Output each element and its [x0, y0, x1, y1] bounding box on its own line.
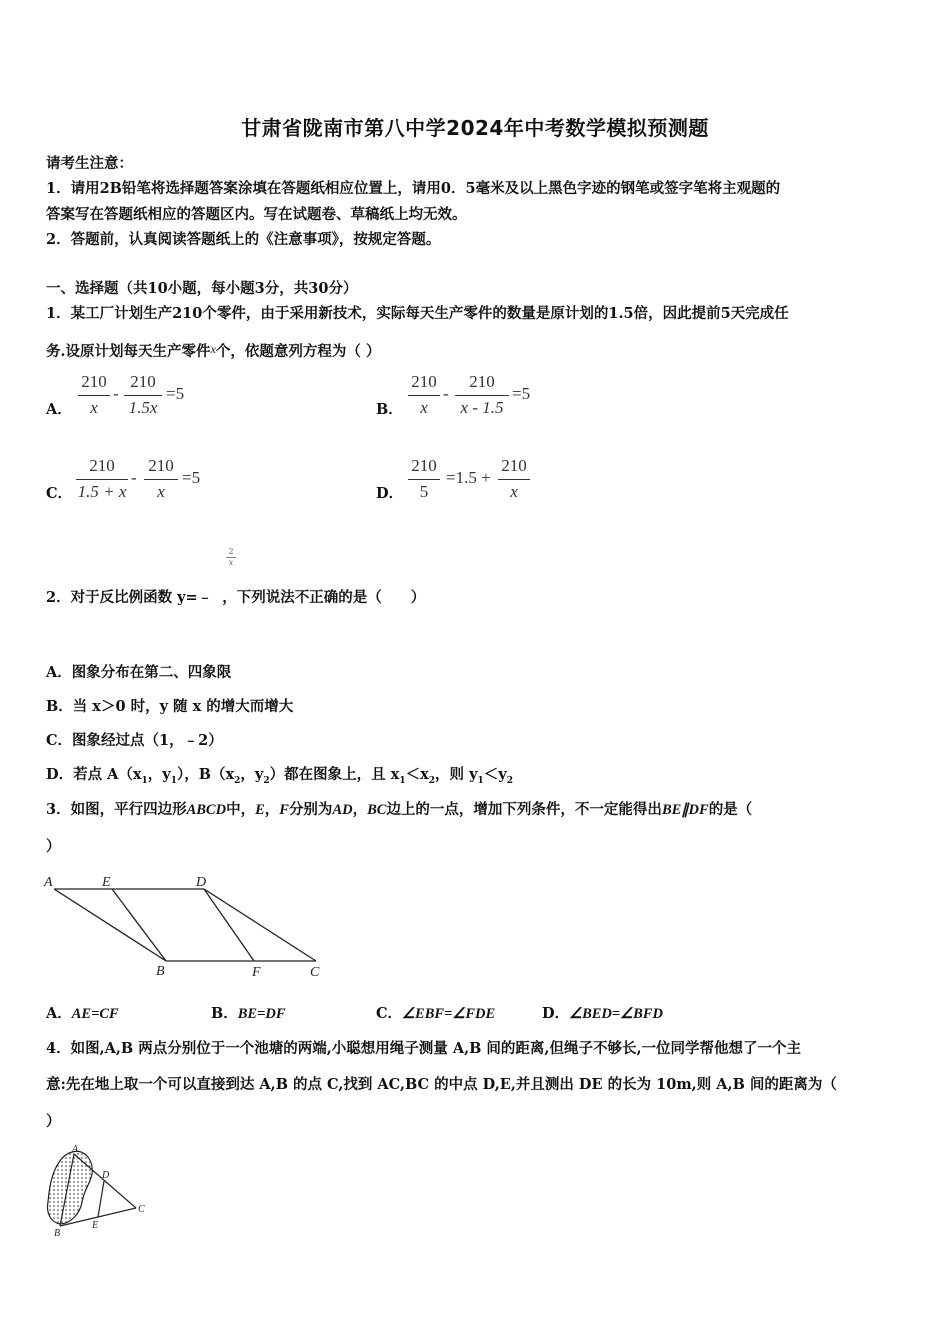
q2-option-b: B．当 x＞0 时，y 随 x 的增大而增大	[46, 698, 294, 715]
q1-c-op: -	[131, 468, 137, 487]
q1-c-frac2: 210 x	[144, 456, 178, 504]
notice-line-1: 1．请用2B铅笔将选择题答案涂填在答题纸相应位置上，请用0．5毫米及以上黑色字迹的钢笔或签字笔将主观题的	[46, 180, 781, 197]
q3-option-b: B．BE=DF	[211, 1005, 286, 1022]
segment-df	[204, 889, 254, 961]
label-c: C	[310, 965, 320, 980]
q1-d-frac2: 210 x	[498, 456, 530, 504]
notice-heading: 请考生注意：	[46, 155, 133, 172]
label-e: E	[92, 1220, 99, 1231]
q3-parallelogram-figure	[40, 868, 340, 983]
q1-b-frac1: 210 x	[408, 372, 440, 420]
segment-dc	[204, 889, 316, 961]
q1-option-a-label: A．	[46, 401, 72, 418]
label-c: C	[138, 1204, 145, 1215]
q1-variable: x	[210, 342, 216, 356]
q1-d-mid: =1.5 +	[446, 468, 491, 487]
label-d: D	[102, 1170, 110, 1181]
q1-stem-line2: 务.设原计划每天生产零件$^x$个，依题意列方程为（ ）	[46, 342, 381, 360]
q1-b-frac2: 210 x - 1.5	[455, 372, 509, 420]
segment-be	[112, 889, 166, 961]
q2-option-c: C．图象经过点（1，﹣2）	[46, 732, 223, 749]
label-b: B	[54, 1228, 61, 1239]
q1-option-c-label: C．	[46, 485, 73, 502]
q1-a-frac1: 210 x	[78, 372, 110, 420]
q1-a-op: -	[113, 384, 119, 403]
label-f: F	[252, 965, 261, 980]
q4-stem-line1: 4．如图,A,B 两点分别位于一个池塘的两端,小聪想用绳子测量 A,B 间的距离,但绳子不够长,一位同学帮他想了一个主	[46, 1040, 802, 1057]
notice-line-2: 2．答题前，认真阅读答题纸上的《注意事项》，按规定答题。	[46, 231, 441, 248]
q4-stem-line2: 意:先在地上取一个可以直接到达 A,B 的点 C,找到 AC,BC 的中点 D,E,并且测出 DE 的长为 10m,则 A,B 间的距离为（	[46, 1076, 837, 1093]
notice-line-1b: 答案写在答题纸相应的答题区内。写在试题卷、草稿纸上均无效。	[46, 206, 467, 223]
q3-stem-line1: 3．如图，平行四边形ABCD中，E，F分别为AD，BC边上的一点，增加下列条件，不一定能得出BE∥DF的是（	[46, 801, 753, 818]
q1-option-d-label: D．	[376, 485, 404, 502]
section-heading: 一、选择题（共10小题，每小题3分，共30分）	[46, 280, 358, 297]
q2-stem: 2．对于反比例函数 y=﹣ ，下列说法不正确的是（ ）	[46, 589, 426, 606]
q2-small-fraction: 2 x	[226, 547, 236, 568]
segment-ab	[54, 889, 166, 961]
q3-option-a: A．AE=CF	[46, 1005, 119, 1022]
q3-option-d: D．∠BED=∠BFD	[542, 1005, 663, 1022]
q1-stem-line1: 1．某工厂计划生产210个零件，由于采用新技术，实际每天生产零件的数量是原计划的1.5倍，因此提前5天完成任	[46, 305, 789, 322]
q2-option-a: A．图象分布在第二、四象限	[46, 664, 232, 681]
label-d: D	[196, 875, 207, 890]
q1-d-frac1: 210 5	[408, 456, 440, 504]
q3-stem-line2: ）	[46, 838, 61, 855]
q1-a-rhs: =5	[166, 384, 185, 403]
q4-stem-line3: ）	[46, 1113, 61, 1130]
label-e: E	[102, 875, 111, 890]
label-b: B	[156, 964, 165, 979]
page-title: 甘肃省陇南市第八中学2024年中考数学模拟预测题	[241, 116, 709, 140]
pond-shape	[48, 1151, 93, 1224]
q3-option-c: C．∠EBF=∠FDE	[376, 1005, 496, 1022]
q1-option-b-label: B．	[376, 401, 403, 418]
segment-de	[98, 1181, 104, 1217]
q1-b-op: -	[443, 384, 449, 403]
label-a: A	[72, 1144, 79, 1155]
q1-a-frac2: 210 1.5x	[124, 372, 162, 420]
q1-b-rhs: =5	[512, 384, 531, 403]
label-a: A	[44, 875, 53, 890]
q4-pond-figure	[40, 1140, 160, 1240]
q2-option-d: D．若点 $A(x_1$，$y_1$），$B(x_2$，$y_2$）都在图象上，且 $x_1<x_2$，则 $y_1<y_2$	[46, 766, 513, 786]
q1-c-frac1: 210 1.5 + x	[77, 456, 127, 501]
q1-c-rhs: =5	[182, 468, 201, 487]
